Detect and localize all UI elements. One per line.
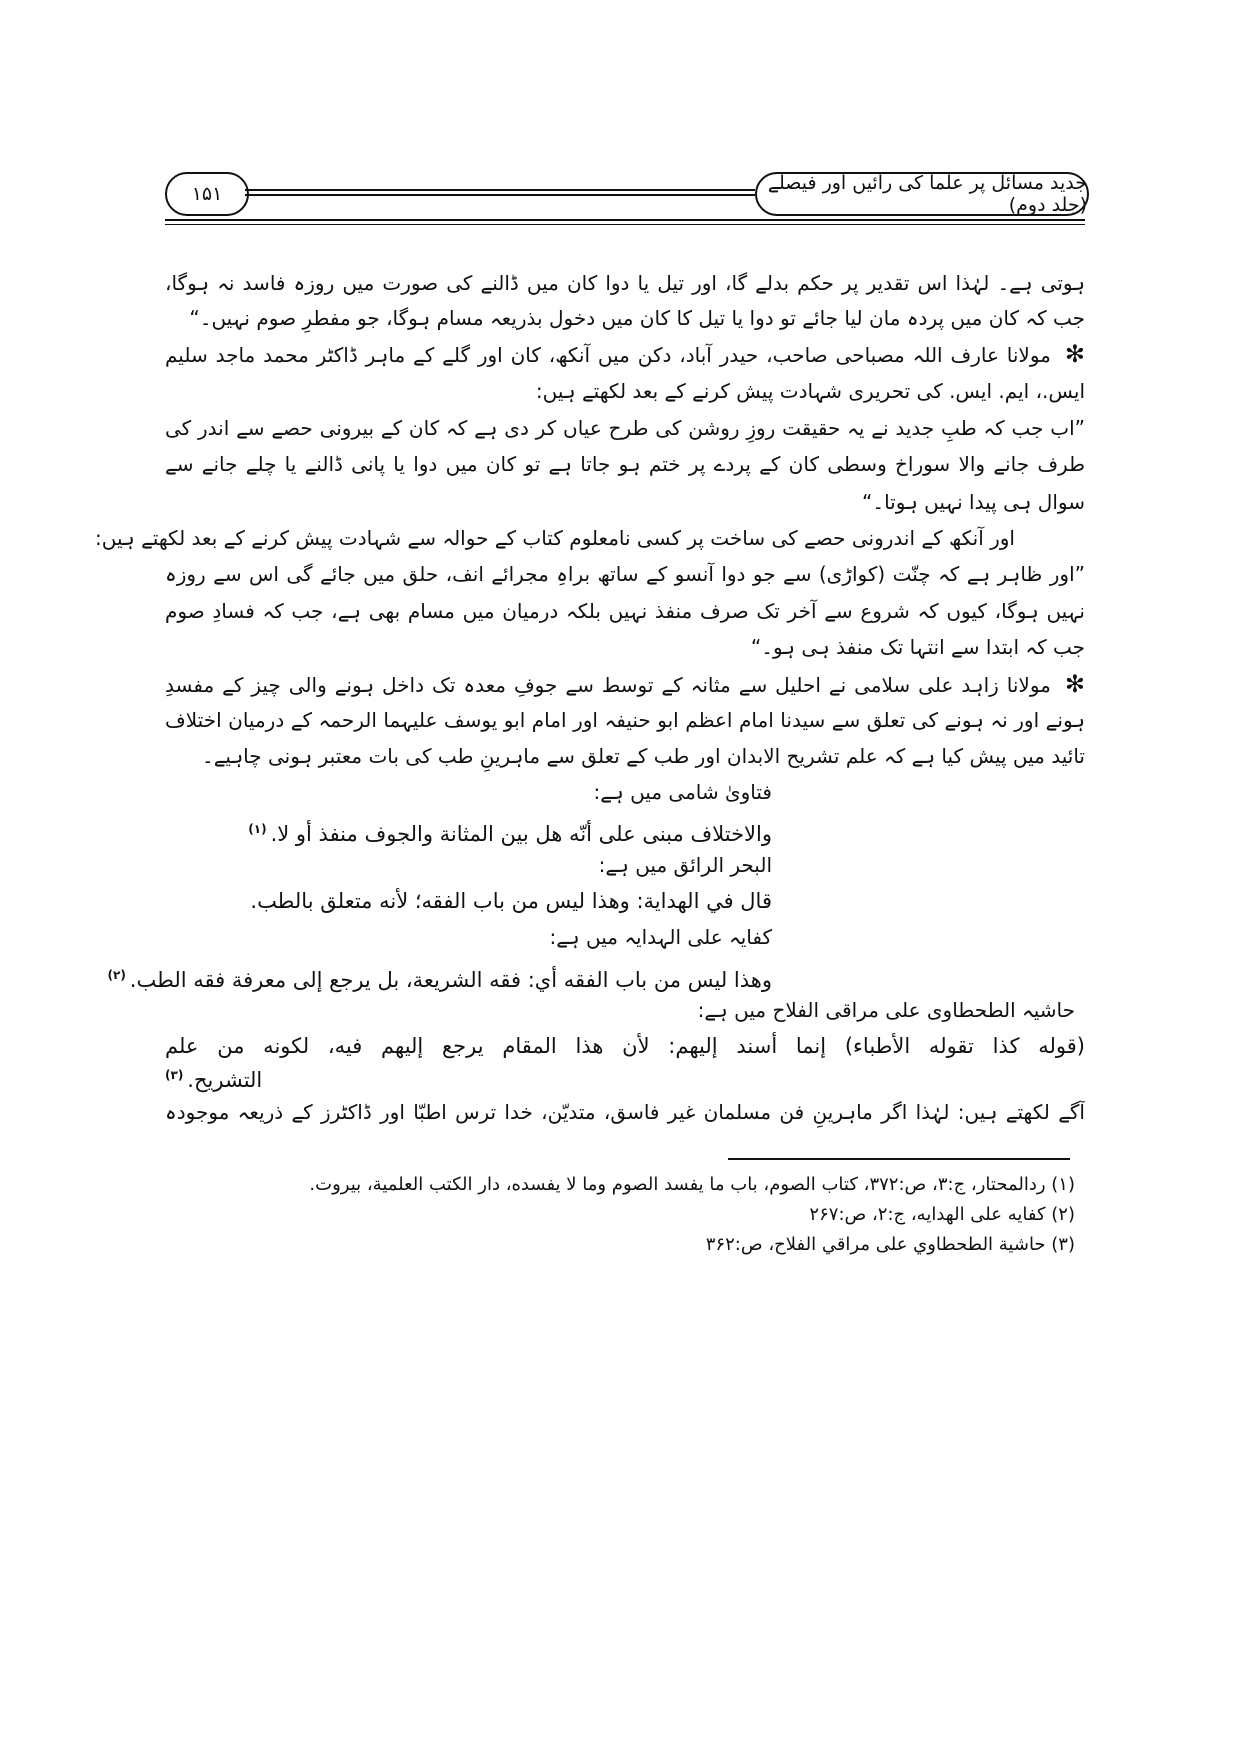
source-heading: حاشیہ الطحطاوی علی مراقی الفلاح میں ہے: [697, 998, 1075, 1022]
asterisk-bullet-icon: ✻ [1064, 670, 1085, 698]
header-rule-top [245, 189, 755, 191]
arabic-quote [165, 813, 772, 850]
book-title: جدید مسائل پر علما کی رائیں اور فیصلے (جلد دوم) [767, 172, 1087, 216]
book-title-box [755, 172, 1089, 216]
arabic-quote [165, 1059, 262, 1096]
body-line: ہوتی ہے۔ لہٰذا اس تقدیر پر حکم بدلے گا، اور تیل یا دوا کان میں ڈالنے کی صورت میں روزہ فاسد نہ ہوگا، [165, 271, 1085, 295]
source-heading: کفایہ علی الہدایہ میں ہے: [549, 925, 772, 949]
body-line: جب کہ کان میں پردہ مان لیا جائے تو دوا یا تیل کا کان میں دخول بذریعہ مسام ہوگا، جو مفطرِ صوم نہیں۔“ [189, 306, 1085, 330]
quote-line: جب کہ ابتدا سے انتہا تک منفذ ہی ہو۔“ [750, 635, 1085, 659]
header-divider-1 [165, 219, 1085, 221]
body-line-text: مولانا زاہد علی سلامی نے احلیل سے مثانہ کے توسط سے جوفِ معدہ تک داخل ہونے والی چیز کے مفسدِ [165, 673, 1051, 697]
header-rule-bottom [245, 194, 755, 196]
quote-line: طرف جانے والا سوراخ وسطی کان کے پردے پر ختم ہو جاتا ہے تو کان میں دوا یا پانی ڈالنے یا چلے جانے سے [165, 452, 1085, 476]
body-line: آگے لکھتے ہیں: لہٰذا اگر ماہرینِ فن مسلمان غیر فاسق، متدیّن، خدا ترس اطبّا اور ڈاکٹرز کے ذریعہ موجودہ [165, 1100, 1085, 1124]
arabic-quote-text: التشريح. [187, 1068, 263, 1092]
arabic-quote: (قوله كذا تقوله الأطباء) إنما أسند إليهم: لأن هذا المقام يرجع إليهم فيه، لكونه من علم [165, 1034, 1085, 1058]
footnote-ref: (۱) [248, 822, 267, 836]
source-heading: البحر الرائق میں ہے: [598, 853, 772, 877]
arabic-quote [107, 959, 772, 996]
footnote-ref: (۲) [107, 968, 126, 982]
quote-line: نہیں ہوگا، کیوں کہ شروع سے آخر تک صرف منفذ نہیں بلکہ درمیان میں مسام بھی ہے، جب کہ فسادِ صوم [165, 599, 1085, 623]
asterisk-bullet-icon: ✻ [1064, 340, 1085, 368]
body-line: تائید میں پیش کیا ہے کہ علم تشریح الابدان اور طب کے تعلق سے ماہرینِ طب کی بات معتبر ہونی چاہیے۔ [201, 744, 1085, 768]
quote-line: سوال ہی پیدا نہیں ہوتا۔“ [862, 490, 1085, 514]
page-number: ۱۵۱ [191, 183, 223, 205]
arabic-quote: قال في الهداية: وهذا ليس من باب الفقه؛ لأنه متعلق بالطب. [250, 889, 772, 913]
body-line: اور آنکھ کے اندرونی حصے کی ساخت پر کسی نامعلوم کتاب کے حوالہ سے شہادت پیش کرنے کے بعد لکھتے ہیں: [95, 526, 1015, 550]
footnote-separator [728, 1158, 1070, 1160]
body-line: ایس.، ایم. ایس. کی تحریری شہادت پیش کرنے کے بعد لکھتے ہیں: [535, 379, 1085, 403]
page-number-box [165, 172, 249, 216]
arabic-quote-text: والاختلاف مبنی علی أنّه هل بين المثانة والجوف منفذ أو لا. [270, 822, 772, 846]
footnote: (۲) كفايه على الهدايه، ج:۲، ص:۲۶۷ [809, 1204, 1075, 1225]
body-line: ہونے اور نہ ہونے کی تعلق سے سیدنا امام اعظم ابو حنیفہ اور امام ابو یوسف علیہما الرحمہ کے درمیان اختلاف [165, 708, 1085, 732]
body-line-bullet [165, 668, 1085, 700]
quote-line: ”اور ظاہر ہے کہ چنّت (کواڑی) سے جو دوا آنسو کے ساتھ براہِ مجرائے انف، حلق میں جائے گی اس سے روزہ [165, 562, 1085, 586]
footnote-ref: (۳) [165, 1068, 184, 1082]
footnote: (۳) حاشية الطحطاوي على مراقي الفلاح، ص:۳۶۲ [705, 1234, 1075, 1255]
body-line-text: مولانا عارف اللہ مصباحی صاحب، حیدر آباد، دکن میں آنکھ، کان اور گلے کے ماہر ڈاکٹر محمد ماجد سلیم [165, 343, 1051, 367]
header-divider-2 [165, 224, 1085, 225]
source-heading: فتاویٰ شامی میں ہے: [593, 780, 772, 804]
quote-line: ”اب جب کہ طبِ جدید نے یہ حقیقت روزِ روشن کی طرح عیاں کر دی ہے کہ کان کے بیرونی حصے سے اندر کی [165, 416, 1085, 440]
arabic-quote-text: وهذا ليس من باب الفقه أي: فقه الشريعة، بل يرجع إلى معرفة فقه الطب. [129, 968, 772, 992]
body-line-bullet [165, 338, 1085, 370]
footnote: (۱) ردالمحتار، ج:۳، ص:۳۷۲، کتاب الصوم، باب ما يفسد الصوم وما لا يفسده، دار الكتب العلمية، بيروت. [309, 1174, 1075, 1195]
